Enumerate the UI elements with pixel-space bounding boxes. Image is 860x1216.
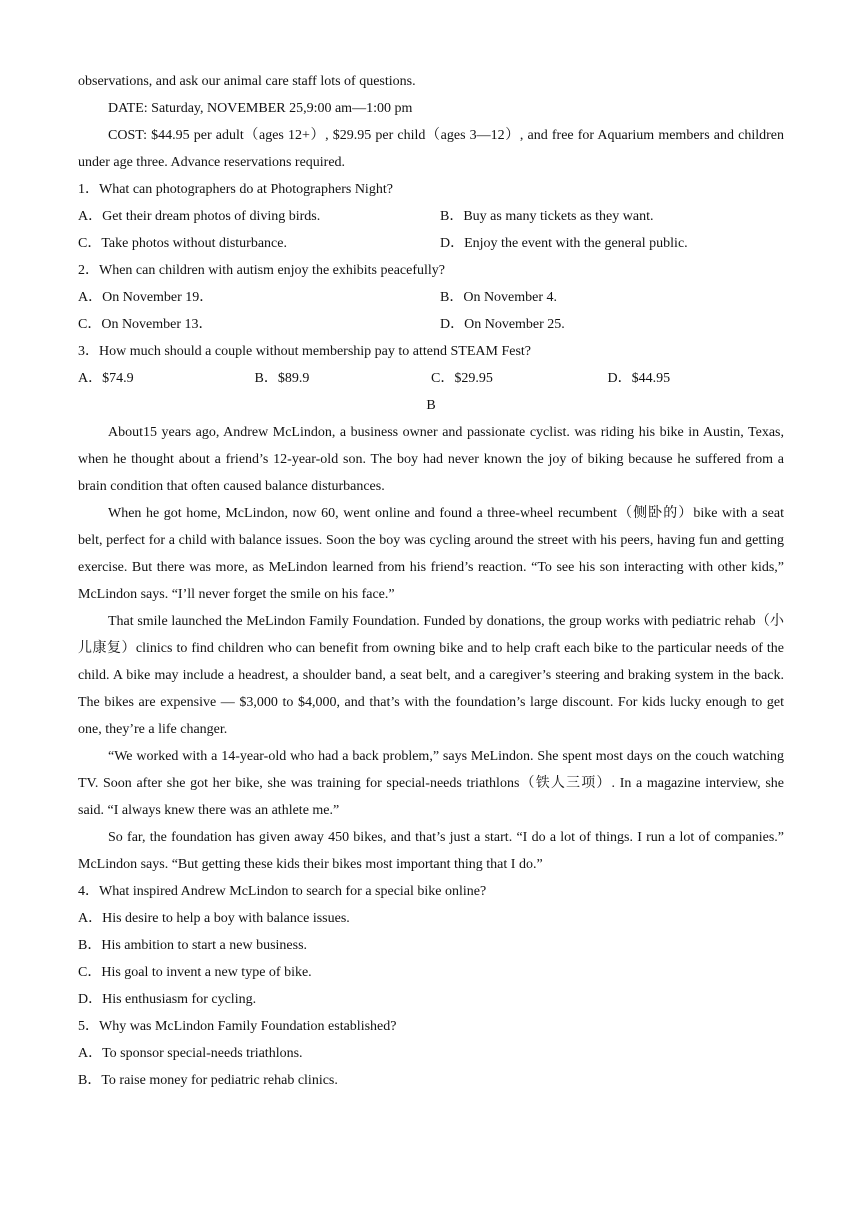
question-stem: 3．How much should a couple without membership pay to attend STEAM Fest? [78, 344, 531, 359]
question-2 [78, 257, 784, 338]
option-a: A．Get their dream photos of diving birds. [78, 209, 321, 224]
option-c: C．$29.95 [431, 371, 493, 386]
question-3 [78, 338, 784, 392]
question-4 [78, 878, 784, 1013]
option-a: A．His desire to help a boy with balance issues. [78, 911, 350, 926]
option-c: C．Take photos without disturbance. [78, 236, 287, 251]
passage-b-paragraph-3: That smile launched the MeLindon Family Foundation. Funded by donations, the group works with pediatric rehab（小儿康复）clinics to find children who can benefit from owning bike and to help craft each bike to the particular needs of the child. A bike may include a headrest, a shoulder band, a seat belt, and a caregiver’s steering and braking system in the back. The bikes are expensive — $3,000 to $4,000, and that’s with the foundation’s large discount. For kids lucky enough to get one, they’re a life changer. [78, 614, 784, 737]
option-a: A．$74.9 [78, 371, 134, 386]
options-row [78, 365, 784, 392]
passage-b-paragraph-1: About15 years ago, Andrew McLindon, a business owner and passionate cyclist. was riding his bike in Austin, Texas, when he thought about a friend’s 12-year-old son. The boy had never known the joy of biking because he suffered from a brain condition that often caused balance disturbances. [78, 425, 784, 494]
question-stem: 1．What can photographers do at Photographers Night? [78, 182, 393, 197]
passage-b-paragraph-5: So far, the foundation has given away 450 bikes, and that’s just a start. “I do a lot of things. I run a lot of companies.” McLindon says. “But getting these kids their bikes most important thing that I do.” [78, 830, 784, 872]
option-d: D．His enthusiasm for cycling. [78, 992, 257, 1007]
option-c: C．On November 13． [78, 317, 213, 332]
event-cost: COST: $44.95 per adult（ages 12+）, $29.95 per child（ages 3—12）, and free for Aquarium members and children under age three. Advance reservations required. [78, 128, 784, 170]
question-stem: 5．Why was McLindon Family Foundation established? [78, 1019, 397, 1034]
question-stem: 4．What inspired Andrew McLindon to search for a special bike online? [78, 884, 487, 899]
option-a: A．To sponsor special-needs triathlons. [78, 1046, 303, 1061]
options-row [78, 311, 784, 338]
option-d: D．On November 25. [440, 317, 565, 332]
passage-b-paragraph-4: “We worked with a 14-year-old who had a back problem,” says MeLindon. She spent most days on the couch watching TV. Soon after she got her bike, she was training for special-needs triathlons（铁人三项）. In a magazine interview, she said. “I always knew there was an athlete me.” [78, 749, 784, 818]
question-1 [78, 176, 784, 257]
option-b: B．To raise money for pediatric rehab clinics. [78, 1073, 338, 1088]
question-5 [78, 1013, 784, 1094]
question-stem: 2．When can children with autism enjoy the exhibits peacefully? [78, 263, 445, 278]
options-row [78, 230, 784, 257]
option-d: D．Enjoy the event with the general public. [440, 236, 688, 251]
options-row [78, 203, 784, 230]
option-b: B．His ambition to start a new business. [78, 938, 308, 953]
passage-a-last-line: observations, and ask our animal care staff lots of questions. [78, 74, 416, 89]
exam-page [78, 68, 784, 1094]
option-a: A．On November 19． [78, 290, 214, 305]
passage-b-paragraph-2: When he got home, McLindon, now 60, went online and found a three-wheel recumbent（侧卧的）bike with a seat belt, perfect for a child with balance issues. Soon the boy was cycling around the street with his peers, having fun and getting exercise. But there was more, as MeLindon learned from his friend’s reaction. “To see his son interacting with other kids,” McLindon says. “I’ll never forget the smile on his face.” [78, 506, 784, 602]
section-b-heading: B [426, 398, 436, 413]
option-c: C．His goal to invent a new type of bike. [78, 965, 312, 980]
options-row [78, 284, 784, 311]
option-b: B．$89.9 [254, 371, 310, 386]
option-b: B．Buy as many tickets as they want. [440, 209, 654, 224]
option-b: B．On November 4. [440, 290, 558, 305]
option-d: D．$44.95 [607, 371, 671, 386]
event-date: DATE: Saturday, NOVEMBER 25,9:00 am—1:00 pm [108, 101, 413, 116]
